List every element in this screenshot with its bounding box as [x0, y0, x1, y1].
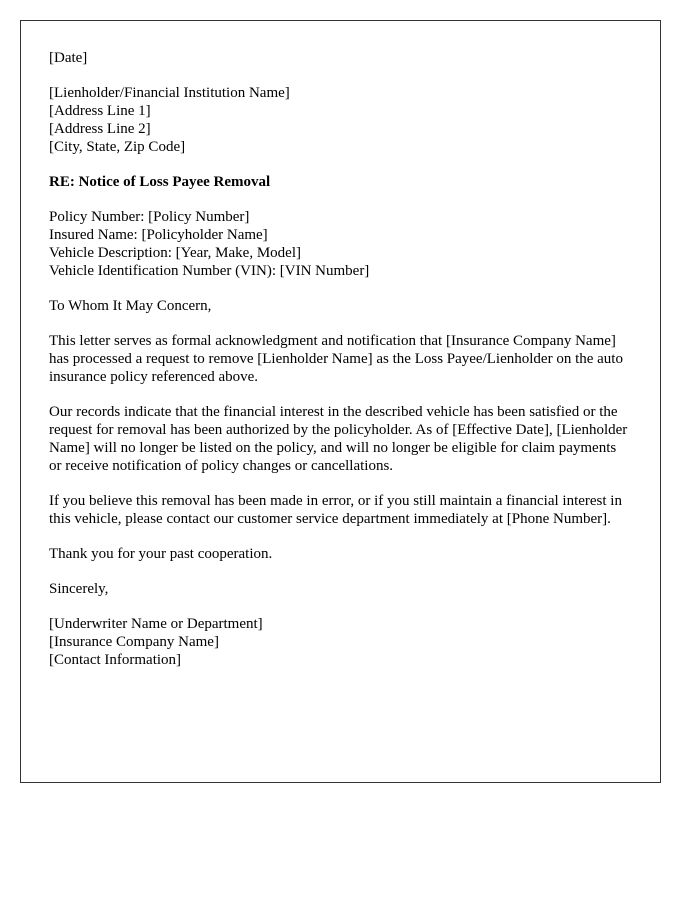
policy-details [49, 208, 632, 280]
recipient-address [49, 84, 632, 156]
date: [Date] [49, 50, 88, 66]
address-line-2: [Address Line 2] [49, 121, 151, 137]
salutation: To Whom It May Concern, [49, 298, 212, 314]
body-paragraph: This letter serves as formal acknowledgment and notification that [Insurance Company Name] has processed a request to remove [Lienholder Name] as the Loss Payee/Lienholder on the auto insurance policy referenced above. [49, 333, 623, 385]
city-state-zip: [City, State, Zip Code] [49, 139, 186, 155]
signature-name: [Underwriter Name or Department] [49, 616, 263, 632]
subject-line: RE: Notice of Loss Payee Removal [49, 174, 271, 190]
recipient-name: [Lienholder/Financial Institution Name] [49, 85, 290, 101]
body-paragraph: Our records indicate that the financial interest in the described vehicle has been satisfied or the request for removal has been authorized by the policyholder. As of [Effective Date], [Lienholder Name] will no longer be listed on the policy, and will no longer be eligible for claim payments or receive notification of policy changes or cancellations. [49, 404, 628, 474]
vehicle-description: Vehicle Description: [Year, Make, Model] [49, 245, 301, 261]
address-line-1: [Address Line 1] [49, 103, 151, 119]
insured-name: Insured Name: [Policyholder Name] [49, 227, 268, 243]
body-paragraph: If you believe this removal has been made in error, or if you still maintain a financial interest in this vehicle, please contact our customer service department immediately at [Phone Number]. [49, 493, 622, 527]
vin: Vehicle Identification Number (VIN): [VIN Number] [49, 263, 370, 279]
policy-number: Policy Number: [Policy Number] [49, 209, 250, 225]
signature-contact: [Contact Information] [49, 652, 182, 668]
closing: Sincerely, [49, 581, 109, 597]
signature-company: [Insurance Company Name] [49, 634, 219, 650]
letter [20, 20, 661, 783]
signature-block [49, 615, 632, 669]
thank-you: Thank you for your past cooperation. [49, 546, 273, 562]
